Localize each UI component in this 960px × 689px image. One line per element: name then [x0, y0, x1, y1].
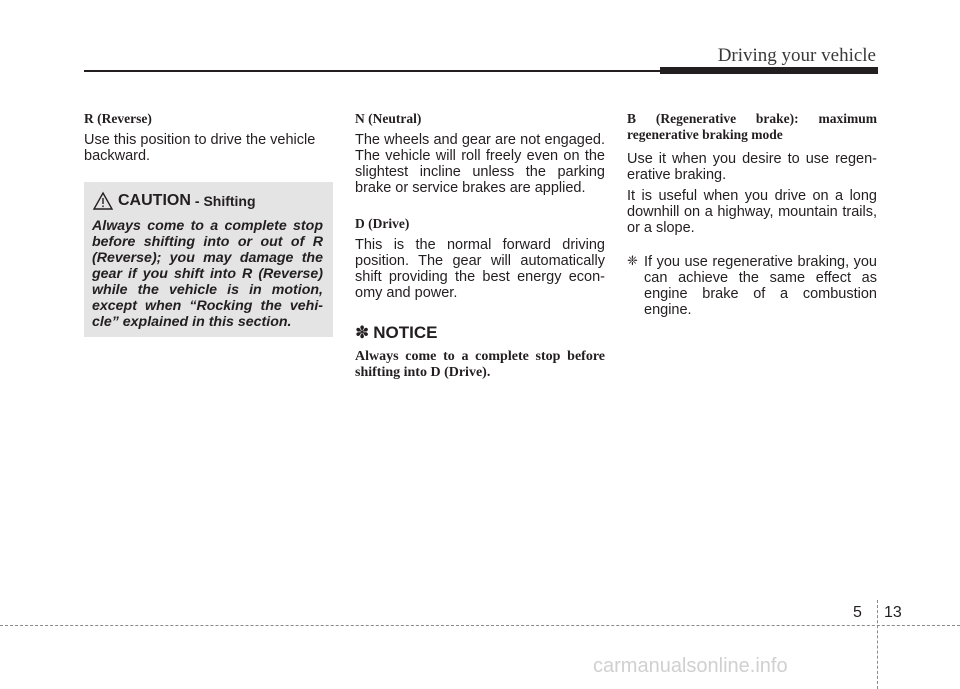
watermark: carmanualsonline.info: [593, 655, 788, 677]
page-number: 13: [884, 604, 902, 621]
note-mark-icon: ❈: [627, 254, 638, 269]
section-title: Driving your vehicle: [717, 45, 876, 66]
note-text: If you use regenerative braking, you can achieve the same effect as engine brake of a combustion engine.: [644, 254, 877, 318]
footer-dashed-divider: [877, 600, 878, 689]
neutral-heading: N (Neutral): [355, 111, 422, 126]
caution-subtitle: - Shifting: [194, 193, 256, 209]
column-neutral-drive: [355, 111, 605, 381]
regenerative-note: [627, 254, 877, 318]
header-rule-thin: [84, 70, 684, 72]
column-reverse: [84, 111, 334, 164]
footer-dashed-line: [0, 625, 960, 626]
regenerative-body-2: It is useful when you drive on a long downhill on a highway, mountain trails, or a slope.: [627, 188, 877, 236]
neutral-body: The wheels and gear are not engaged. The vehicle will roll freely even on the slightest incline unless the parking brake or service brakes are applied.: [355, 132, 605, 196]
column-regenerative: [627, 111, 877, 318]
regenerative-body-1: Use it when you desire to use regen-erative braking.: [627, 151, 877, 183]
caution-box: [84, 182, 333, 337]
notice-title: NOTICE: [373, 323, 438, 342]
reverse-body: Use this position to drive the vehicle backward.: [84, 132, 316, 164]
notice-header: [355, 323, 605, 343]
drive-heading: D (Drive): [355, 216, 410, 231]
chapter-number: 5: [853, 604, 862, 621]
drive-body: This is the normal forward driving position. The gear will automatically shift providing the best energy econ-omy and power.: [355, 237, 605, 301]
reverse-heading: R (Reverse): [84, 111, 152, 126]
header-rule-thick: [660, 67, 878, 74]
warning-triangle-icon: [92, 191, 114, 211]
caution-body: Always come to a complete stop before shifting into or out of R (Reverse); you may damage the gear if you shift into R (Reverse) while the vehicle is in motion, except when “Rocking the vehi-cle” explained in this section.: [92, 218, 323, 330]
notice-body: Always come to a complete stop before shifting into D (Drive).: [355, 349, 605, 380]
caution-title: CAUTION: [118, 192, 191, 209]
caution-header: [92, 190, 323, 212]
regenerative-heading: B (Regenerative brake): maximum regenerative braking mode: [627, 111, 877, 142]
asterisk-icon: ✽: [355, 323, 370, 343]
